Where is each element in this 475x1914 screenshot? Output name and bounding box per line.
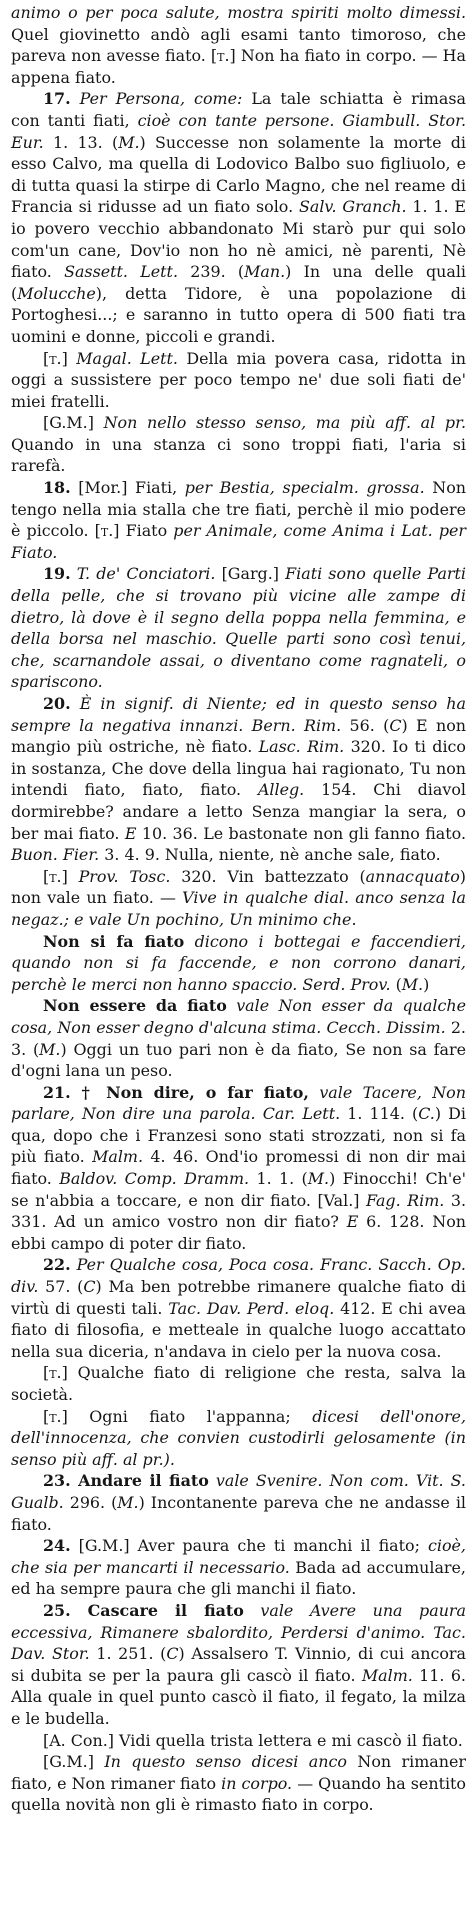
entry-paragraph: [G.M.] In questo senso dicesi anco Non rimaner fiato, e Non rimaner fiato in corpo. — Quando ha sentito quella novità non gli è rimasto fiato in corpo. xyxy=(11,1752,467,1815)
entry-paragraph: [t.] Prov. Tosc. 320. Vin battezzato (annacquato) non vale un fiato. — Vive in qualche dial. anco senza la negaz.; e vale Un pochino, Un minimo che. xyxy=(11,866,467,929)
entry-paragraph: 17. Per Persona, come: La tale schiatta è rimasa con tanti fiati, cioè con tante persone. Giambull. Stor. Eur. 1. 13. (M.) Successe non solamente la morte di esso Calvo, ma quella di Lodovico Balbo suo figliuolo, e di tutta quasi la stirpe di Carlo Magno, che nel reame di Francia si ridusse ad un fiato solo. Salv. Granch. 1. 1. E io povero vecchio abbandonato Mi starò pur qui solo com'un cane, Dov'io non ho nè amici, nè parenti, Nè fiato. Sassett. Lett. 239. (Man.) In una delle quali (Molucche), detta Tidore, è una popolazione di Portoghesi...; e saranno in tutto opera di 500 fiati tra uomini e donne, piccoli e grandi. xyxy=(11,89,466,346)
entry-paragraph: [G.M.] Non nello stesso senso, ma più aff. al pr. Quando in una stanza ci sono troppi fiati, l'aria si rarefà. xyxy=(11,413,466,476)
entry-paragraph: animo o per poca salute, mostra spiriti molto dimessi. Quel giovinetto andò agli esami tanto timoroso, che pareva non avesse fiato. [t.] Non ha fiato in corpo. — Ha appena fiato. xyxy=(11,3,466,87)
entry-paragraph: [A. Con.] Vidi quella trista lettera e mi cascò il fiato. xyxy=(43,1730,463,1750)
entry-paragraph: [t.] Magal. Lett. Della mia povera casa, ridotta in oggi a sussistere per poco tempo ne' due soli fiati de' miei fratelli. xyxy=(11,348,467,411)
entry-paragraph: 19. T. de' Conciatori. [Garg.] Fiati sono quelle Parti della pelle, che si trovano più vicine alle zampe di dietro, là dove è il segno della poppa nella femmina, e della borsa nel maschio. Quelle parti sono così tenui, che, scarnandole assai, o diventano come ragnateli, o spariscono. xyxy=(11,564,466,692)
entry-paragraph: 25. Cascare il fiato vale Avere una paura eccessiva, Rimanere sbalordito, Perdersi d'animo. Tac. Dav. Stor. 1. 251. (C) Assalsero T. Vinnio, di cui ancora si dubita se per la paura gli cascò il fiato. Malm. 11. 6. Alla quale in quel punto cascò il fiato, il fegato, la milza e le budella. xyxy=(11,1600,466,1728)
entry-paragraph: Non si fa fiato dicono i bottegai e faccendieri, quando non si fa faccende, e non corrono danari, perchè le merci non hanno spaccio. Serd. Prov. (M.) xyxy=(11,931,466,994)
entry-paragraph: 23. Andare il fiato vale Svenire. Non com. Vit. S. Gualb. 296. (M.) Incontanente pareva che ne andasse il fiato. xyxy=(11,1471,466,1534)
entry-paragraph: 20. È in signif. di Niente; ed in questo senso ha sempre la negativa innanzi. Bern. Rim. 56. (C) E non mangio più ostriche, nè fiato. Lasc. Rim. 320. Io ti dico in sostanza, Che dove della lingua hai ragionato, Tu non intendi fiato, fiato, fiato. Alleg. 154. Chi diavol dormirebbe? andare a letto Senza mangiar la sera, o ber mai fiato. E 10. 36. Le bastonate non gli fanno fiato. Buon. Fier. 3. 4. 9. Nulla, niente, nè anche sale, fiato. xyxy=(11,694,466,865)
entry-paragraph: [t.] Qualche fiato di religione che resta, salva la società. xyxy=(11,1363,466,1404)
entry-paragraph: 24. [G.M.] Aver paura che ti manchi il fiato; cioè, che sia per mancarti il necessario. Bada ad accumulare, ed ha sempre paura che gli manchi il fiato. xyxy=(11,1536,466,1599)
entry-paragraph: 18. [Mor.] Fiati, per Bestia, specialm. grossa. Non tengo nella mia stalla che tre fiati, perchè il mio podere è piccolo. [t.] Fiato per Animale, come Anima i Lat. per Fiato. xyxy=(11,478,467,562)
entry-paragraph: 22. Per Qualche cosa, Poca cosa. Franc. Sacch. Op. div. 57. (C) Ma ben potrebbe rimanere qualche fiato di virtù di questi tali. Tac. Dav. Perd. eloq. 412. E chi avea fiato di filosofia, e metteale in qualche luogo accattato nella sua diceria, n'andava in cielo per la nuova cosa. xyxy=(11,1255,467,1361)
entry-paragraph: [t.] Ogni fiato l'appanna; dicesi dell'onore, dell'innocenza, che convien custodirli gelosamente (in senso più aff. al pr.). xyxy=(11,1406,466,1469)
entry-paragraph: Non essere da fiato vale Non esser da qualche cosa, Non esser degno d'alcuna stima. Cecch. Dissim. 2. 3. (M.) Oggi un tuo pari non è da fiato, Se non sa fare d'ogni lana un peso. xyxy=(11,996,466,1081)
entry-paragraph: 21. † Non dire, o far fiato, vale Tacere, Non parlare, Non dire una parola. Car. Lett. 1. 114. (C.) Di qua, dopo che i Franzesi sono stati strozzati, non si fa più fiato. Malm. 4. 46. Ond'io promessi di non dir mai fiato. Baldov. Comp. Dramm. 1. 1. (M.) Finocchi! Ch'e' se n'abbia a toccare, e non dir fiato. [Val.] Fag. Rim. 3. 331. Ad un amico vostro non dir fiato? E 6. 128. Non ebbi campo di poter dir fiato. xyxy=(11,1082,467,1253)
